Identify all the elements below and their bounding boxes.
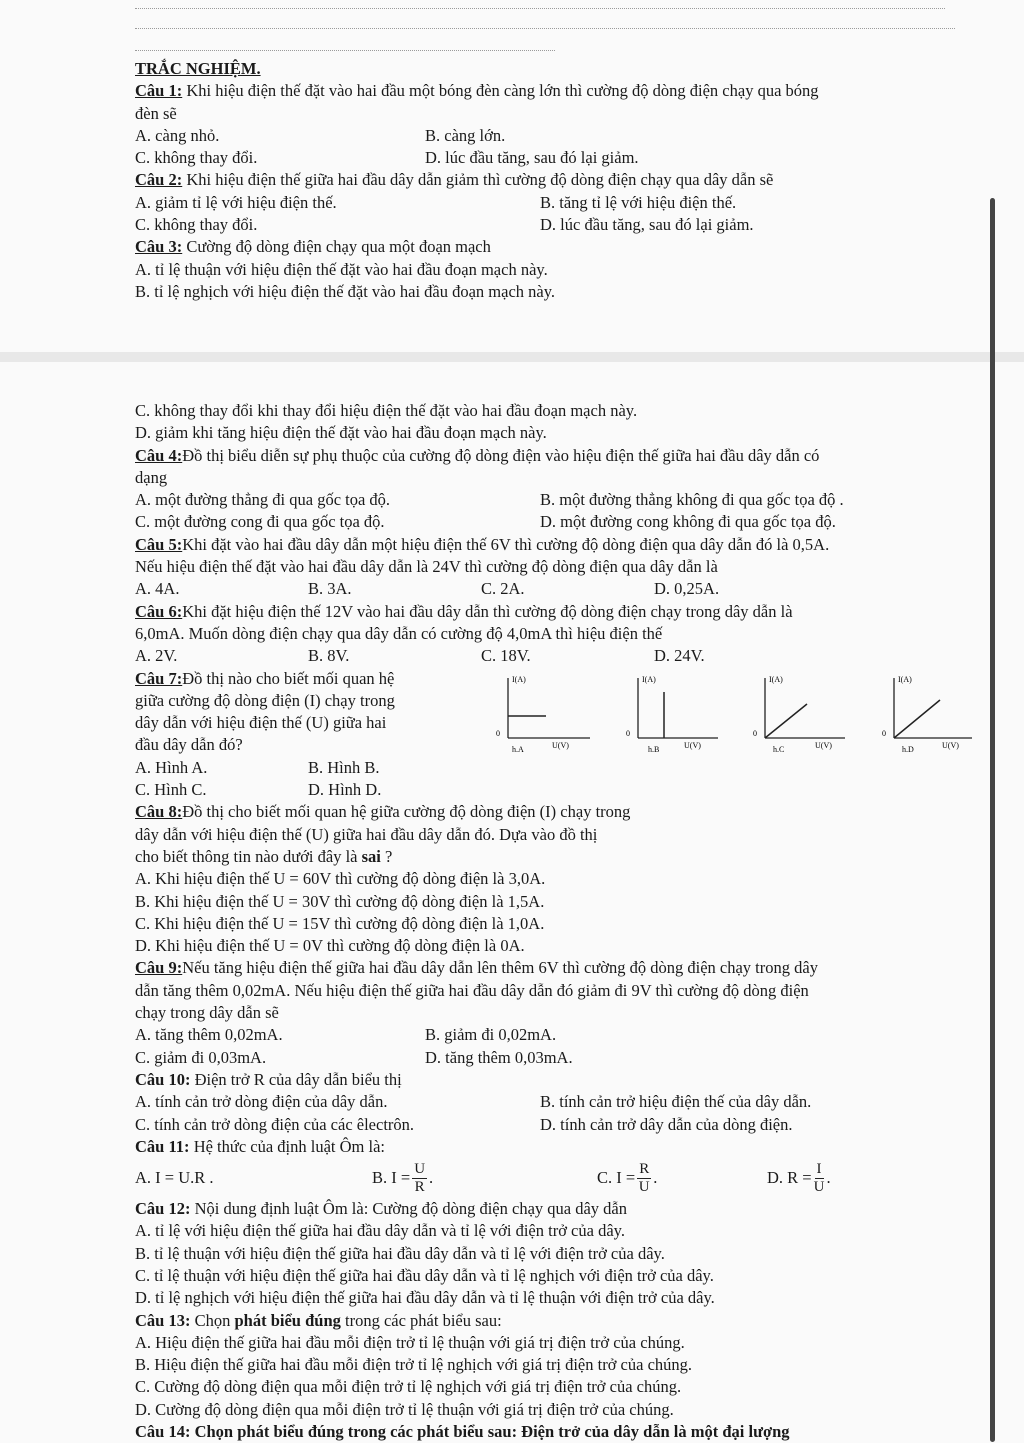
graph-d-label: h.D bbox=[902, 745, 914, 754]
section-part2: C. không thay đổi khi thay đổi hiệu điện thế đặt vào hai đầu đoạn mạch này. D. giảm khi tăng hiệu điện thế đặt vào hai đầu đoạn mạch này. Câu 4:Đồ thị biểu diễn sự phụ thuộc của cường độ dòng điện vào hiệu điện thế giữa hai đầu dây dẫn có dạng A. một đường thẳng đi qua gốc tọa độ. B. một đường thẳng không đi qua gốc tọa độ . C. một đường cong đi qua gốc tọa độ. D. một đường cong không đi qua gốc tọa độ. Câu 5:Khi đặt vào hai đầu dây dẫn một hiệu điện thế 6V thì cường độ dòng điện qua dây dẫn đó là 0,5A. Nếu hiệu điện thế đặt vào hai đầu dây dẫn là 24V thì cường độ dòng điện qua dây dẫn là A. 4A. B. 3A. C. 2A. D. 0,25A. Câu 6:Khi đặt hiệu điện thế 12V vào hai đầu dây dẫn thì cường độ dòng điện chạy trong dây dẫn là 6,0mA. Muốn dòng điện chạy qua dây dẫn có cường độ 4,0mA thì hiệu điện thế A. 2V. B. 8V. C. 18V. D. 24V. Câu 7:Đồ thị nào cho biết mối quan hệ giữa cường độ dòng điện (I) chạy trong dây dẫn với hiệu điện thế (U) giữa hai đầu dây dẫn đó? A. Hình A. B. Hình B. C. Hình C. D. Hình D. Câu 8:Đồ thị cho biết mối quan hệ giữa cường độ dòng điện (I) chạy trong dây dẫn với hiệu điện thế (U) giữa hai đầu dây dẫn đó. Dựa vào đồ thị cho biết thông tin nào dưới đây là sai ? A. Khi hiệu điện thế U = 60V thì cường độ dòng điện là 3,0A. B. Khi hiệu điện thế U = 30V thì cường độ dòng điện là 1,5A. C. Khi hiệu điện thế U = 15V thì cường độ dòng điện là 1,0A. D. Khi hiệu điện thế U = 0V thì cường độ dòng điện là 0A. Câu 9:Nếu tăng hiệu điện thế giữa hai đầu dây dẫn lên thêm 6V thì cường độ dòng điện chạy trong dây dẫn tăng thêm 0,02mA. Nếu hiệu điện thế giữa hai đầu dây dẫn đó giảm đi 9V thì cường độ dòng điện chạy trong dây dẫn sẽ A. tăng thêm 0,02mA. B. giảm đi 0,02mA. C. giảm đi 0,03mA. D. tăng thêm 0,03mA. Câu 10: Điện trở R của dây dẫn biểu thị A. tính cản trở dòng điện của dây dẫn. B. tính cản trở hiệu điện thế của dây dẫn. C. tính cản trở dòng điện của các êlectrôn. D. tính cản trở dây dẫn của dòng điện. Câu 11: Hệ thức của định luật Ôm là: A. I = U.R . B. I = $\frac{U}{R}$ . C. I = $\frac{R}{U}$ . D. R = $\frac{I}{U}$ . Câu 12: Nội dung định luật Ôm là: Cường độ dòng điện chạy qua dây dẫn A. tỉ lệ với hiệu điện thế giữa hai đầu dây dẫn và tỉ lệ với điện trở của dây. B. tỉ lệ thuận với hiệu điện thế giữa hai đầu dây dẫn và tỉ lệ với điện trở của dây. C. tỉ lệ thuận với hiệu điện thế giữa hai đầu dây dẫn và tỉ lệ nghịch với điện trở của dây. D. tỉ lệ nghịch với hiệu điện thế giữa hai đầu dây dẫn và tỉ lệ thuận với điện trở của dây. Câu 13: Chọn phát biểu đúng trong các phát biểu sau: A. Hiệu điện thế giữa hai đầu mỗi điện trở tỉ lệ thuận với giá trị điện trở của chúng. B. Hiệu điện thế giữa hai đầu mỗi điện trở tỉ lệ nghịch với giá trị điện trở của chúng. C. Cường độ dòng điện qua mỗi điện trở tỉ lệ nghịch với giá trị điện trở của chúng. D. Cường độ dòng điện qua mỗi điện trở tỉ lệ thuận với giá trị điện trở của chúng. Câu 14: Chọn phát biểu đúng trong các phát biểu sau: Điện trở của dây dẫn là một đại lượng bbox=[135, 400, 955, 1443]
section-part1: TRẮC NGHIỆM. Câu 1: Khi hiệu điện thế đặt vào hai đầu một bóng đèn càng lớn thì cường độ dòng điện chạy qua bóng đèn sẽ A. càng nhỏ. B. càng lớn. C. không thay đổi. D. lúc đầu tăng, sau đó lại giảm. Câu 2: Khi hiệu điện thế giữa hai đầu dây dẫn giảm thì cường độ dòng điện chạy qua dây dẫn sẽ A. giảm tỉ lệ với hiệu điện thế. B. tăng tỉ lệ với hiệu điện thế. C. không thay đổi. D. lúc đầu tăng, sau đó lại giảm. Câu 3: Cường độ dòng điện chạy qua một đoạn mạch A. tỉ lệ thuận với hiệu điện thế đặt vào hai đầu đoạn mạch này. B. tỉ lệ nghịch với hiệu điện thế đặt vào hai đầu đoạn mạch này. bbox=[135, 58, 955, 303]
question-4: Câu 4:Đồ thị biểu diễn sự phụ thuộc của cường độ dòng điện vào hiệu điện thế giữa hai đầu dây dẫn có bbox=[135, 445, 820, 465]
graph-d-u: U(V) bbox=[942, 741, 959, 750]
question-13: Câu 13: Chọn phát biểu đúng trong các phát biểu sau: bbox=[135, 1310, 502, 1330]
section-title: TRẮC NGHIỆM. bbox=[135, 59, 261, 78]
question-11: Câu 11: Hệ thức của định luật Ôm là: bbox=[135, 1136, 385, 1156]
q7-graphs bbox=[490, 672, 980, 758]
question-7: Câu 7:Đồ thị nào cho biết mối quan hệ bbox=[135, 668, 395, 688]
graph-c-origin: 0 bbox=[753, 729, 757, 738]
graph-c-line bbox=[765, 704, 807, 738]
dotted-line-3 bbox=[135, 50, 555, 51]
dotted-line-1 bbox=[135, 8, 945, 9]
graph-b-origin: 0 bbox=[626, 729, 630, 738]
graph-b-label: h.B bbox=[648, 745, 660, 754]
question-9: Câu 9:Nếu tăng hiệu điện thế giữa hai đầu dây dẫn lên thêm 6V thì cường độ dòng điện chạy trong dây bbox=[135, 958, 818, 978]
ohm-formula-options: A. I = U.R . B. I = $\frac{U}{R}$ . C. I = $\frac{R}{U}$ . D. R = $\frac{I}{U}$ . bbox=[135, 1160, 831, 1195]
graph-c-label: h.C bbox=[773, 745, 785, 754]
graph-c-u: U(V) bbox=[815, 741, 832, 750]
graph-d-origin: 0 bbox=[882, 729, 886, 738]
question-8: Câu 8:Đồ thị cho biết mối quan hệ giữa cường độ dòng điện (I) chạy trong bbox=[135, 802, 631, 822]
graph-d-line bbox=[894, 700, 940, 738]
graph-d bbox=[872, 672, 982, 758]
question-3: Câu 3: Cường độ dòng điện chạy qua một đoạn mạch bbox=[135, 237, 491, 257]
screenshot-gap bbox=[0, 352, 1024, 362]
question-1: Câu 1: Khi hiệu điện thế đặt vào hai đầu một bóng đèn càng lớn thì cường độ dòng điện chạy qua bóng bbox=[135, 81, 819, 101]
question-5: Câu 5:Khi đặt vào hai đầu dây dẫn một hiệu điện thế 6V thì cường độ dòng điện qua dây dẫn đó là 0,5A. bbox=[135, 534, 830, 554]
question-14: Câu 14: Chọn phát biểu đúng trong các phát biểu sau: Điện trở của dây dẫn là một đại lượng bbox=[135, 1422, 790, 1442]
graph-a bbox=[490, 672, 600, 758]
graph-b bbox=[618, 672, 728, 758]
graph-d-i: I(A) bbox=[898, 675, 912, 684]
graph-a-i: I(A) bbox=[512, 675, 526, 684]
dotted-line-2 bbox=[135, 28, 955, 29]
graph-a-u: U(V) bbox=[552, 741, 569, 750]
question-10: Câu 10: Điện trở R của dây dẫn biểu thị bbox=[135, 1069, 402, 1089]
graph-b-i: I(A) bbox=[642, 675, 656, 684]
graph-a-origin: 0 bbox=[496, 729, 500, 738]
question-2: Câu 2: Khi hiệu điện thế giữa hai đầu dây dẫn giảm thì cường độ dòng điện chạy qua dây dẫn sẽ bbox=[135, 170, 774, 190]
graph-a-label: h.A bbox=[512, 745, 524, 754]
question-6: Câu 6:Khi đặt hiệu điện thế 12V vào hai đầu dây dẫn thì cường độ dòng điện chạy trong dây dẫn là bbox=[135, 601, 793, 621]
graph-c-i: I(A) bbox=[769, 675, 783, 684]
graph-b-u: U(V) bbox=[684, 741, 701, 750]
question-12: Câu 12: Nội dung định luật Ôm là: Cường độ dòng điện chạy qua dây dẫn bbox=[135, 1199, 627, 1219]
scrollbar[interactable] bbox=[990, 198, 995, 1442]
graph-c bbox=[745, 672, 855, 758]
